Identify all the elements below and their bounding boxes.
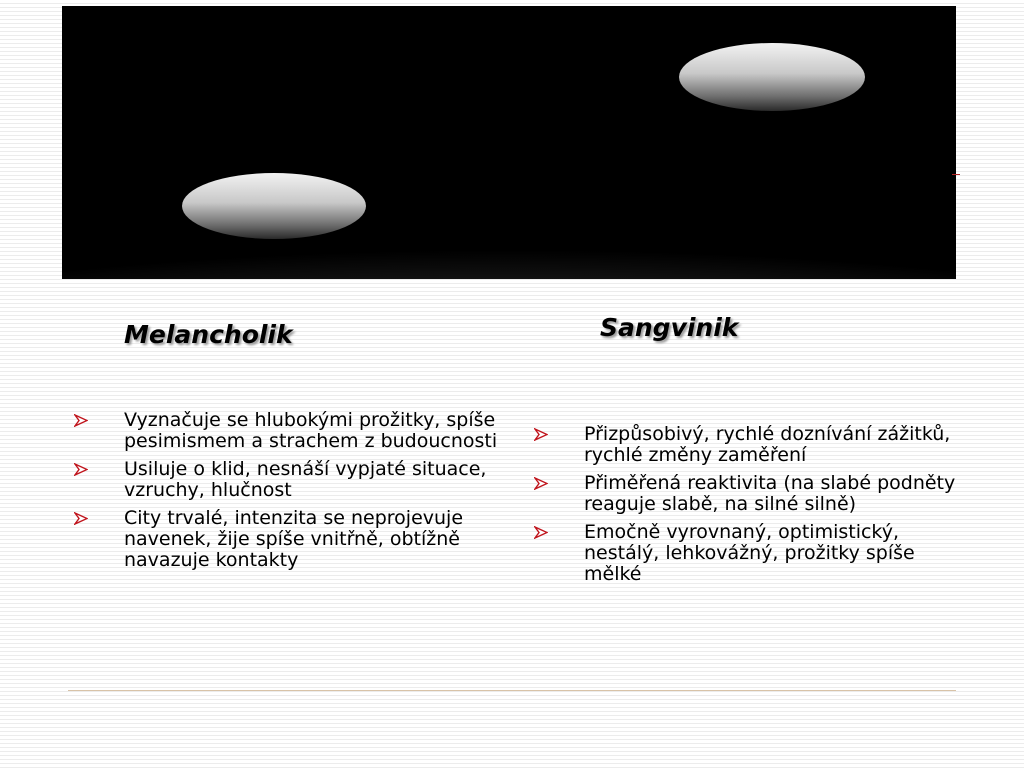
list-item	[72, 459, 502, 501]
arrow-bullet-icon	[74, 463, 88, 476]
arrow-bullet-icon	[534, 428, 548, 441]
list-item	[72, 508, 502, 571]
list-item	[72, 410, 502, 452]
levitating-stones-image	[62, 6, 956, 279]
sangvinik-traits-list	[532, 424, 962, 592]
list-item-text: Přizpůsobivý, rychlé doznívání zážitků, rychlé změny zaměření	[584, 423, 951, 466]
list-item-text: Vyznačuje se hlubokými prožitky, spíše pesimismem a strachem z budoucnosti	[124, 409, 498, 452]
sangvinik-title: Sangvinik	[600, 313, 739, 342]
list-item	[532, 473, 962, 515]
arrow-bullet-icon	[74, 512, 88, 525]
list-item	[532, 522, 962, 585]
list-item-text: Emočně vyrovnaný, optimistický, nestálý, lehkovážný, prožitky spíše mělké	[584, 521, 915, 585]
footer-divider	[68, 690, 956, 691]
list-item-text: Usiluje o klid, nesnáší vypjaté situace, vzruchy, hlučnost	[124, 458, 487, 501]
accent-line	[952, 174, 960, 175]
list-item-text: City trvalé, intenzita se neprojevuje navenek, žije spíše vnitřně, obtížně navazuje kontakty	[124, 507, 464, 571]
arrow-bullet-icon	[74, 414, 88, 427]
list-item-text: Přiměřená reaktivita (na slabé podněty reaguje slabě, na silné silně)	[584, 472, 956, 515]
melancholik-title: Melancholik	[124, 320, 293, 349]
arrow-bullet-icon	[534, 526, 548, 539]
melancholik-traits-list	[72, 410, 502, 578]
list-item	[532, 424, 962, 466]
arrow-bullet-icon	[534, 477, 548, 490]
hero-image	[62, 6, 956, 279]
